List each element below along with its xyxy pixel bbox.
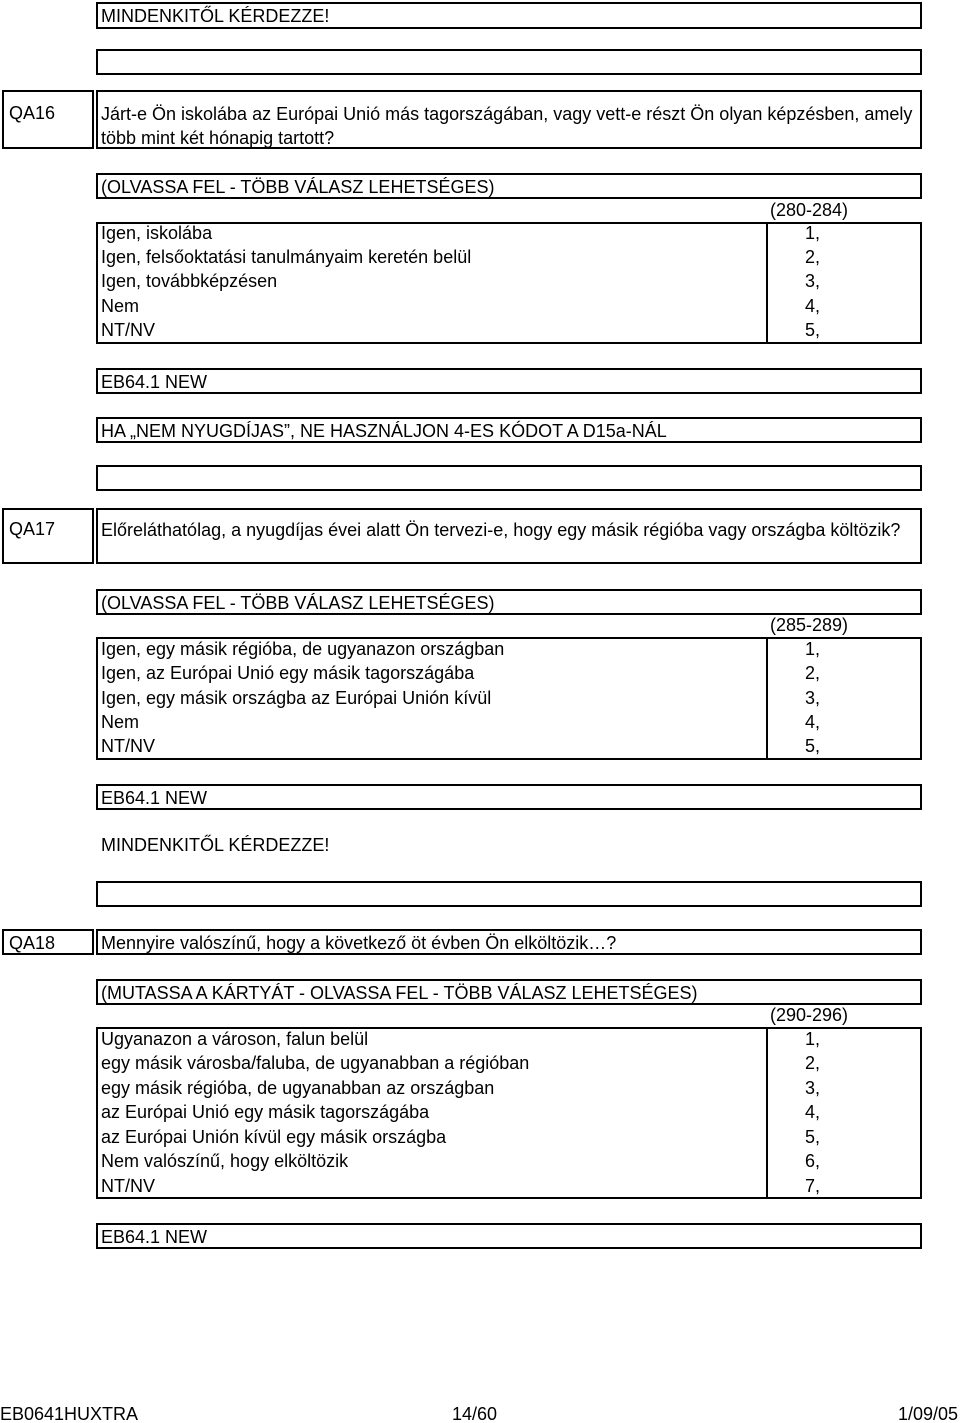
option-label: egy másik városba/faluba, de ugyanabban a régióban — [101, 1053, 530, 1073]
option-label: NT/NV — [101, 736, 155, 756]
question-id-box — [2, 90, 94, 149]
footer-page-number: 14/60 — [452, 1404, 498, 1423]
option-label: Igen, egy másik régióba, de ugyanazon országban — [101, 639, 505, 659]
question-id-box — [2, 929, 94, 955]
option-code: 2, — [804, 247, 820, 267]
question-box — [96, 929, 922, 955]
instruction-box — [96, 173, 922, 199]
option-code: 4, — [804, 1102, 820, 1122]
option-code: 7, — [804, 1176, 820, 1196]
instruction-text: (MUTASSA A KÁRTYÁT - OLVASSA FEL - TÖBB VÁLASZ LEHETSÉGES) — [101, 983, 698, 1003]
tag-text: EB64.1 NEW — [101, 1227, 208, 1247]
ask-all-text: MINDENKITŐL KÉRDEZZE! — [101, 835, 330, 855]
option-code: 4, — [804, 712, 820, 732]
filter-box — [96, 417, 922, 443]
option-code: 5, — [804, 736, 820, 756]
option-label: NT/NV — [101, 1176, 155, 1196]
option-label: Nem valószínű, hogy elköltözik — [101, 1151, 349, 1171]
column-range: (290-296) — [770, 1005, 849, 1025]
question-box — [96, 90, 922, 149]
option-label: az Európai Unión kívül egy másik országba — [101, 1127, 447, 1147]
question-id-box — [2, 508, 94, 564]
tag-box — [96, 1223, 922, 1249]
column-range: (280-284) — [770, 200, 849, 220]
option-label: Igen, felsőoktatási tanulmányaim keretén belül — [101, 247, 472, 267]
option-label: Nem — [101, 296, 140, 316]
instruction-box — [96, 979, 922, 1005]
footer-doc-id: EB0641HUXTRA — [0, 1404, 139, 1423]
option-label: NT/NV — [101, 320, 155, 340]
tag-text: EB64.1 NEW — [101, 372, 208, 392]
question-text: Mennyire valószínű, hogy a következő öt évben Ön elköltözik…? — [101, 933, 617, 953]
option-code: 3, — [804, 271, 820, 291]
instruction-box — [96, 589, 922, 615]
footer-date: 1/09/05 — [897, 1404, 958, 1423]
option-code: 2, — [804, 1053, 820, 1073]
option-label: az Európai Unió egy másik tagországába — [101, 1102, 430, 1122]
filter-text: HA „NEM NYUGDÍJAS”, NE HASZNÁLJON 4-ES KÓDOT A D15a-NÁL — [101, 421, 667, 441]
option-label: egy másik régióba, de ugyanabban az országban — [101, 1078, 495, 1098]
option-label: Igen, az Európai Unió egy másik tagországába — [101, 663, 475, 683]
option-code: 5, — [804, 1127, 820, 1147]
option-code: 1, — [804, 223, 820, 243]
instruction-text: (OLVASSA FEL - TÖBB VÁLASZ LEHETSÉGES) — [101, 593, 495, 613]
option-label: Igen, iskolába — [101, 223, 213, 243]
empty-box — [96, 465, 922, 491]
instruction-text: (OLVASSA FEL - TÖBB VÁLASZ LEHETSÉGES) — [101, 177, 495, 197]
question-text: Előreláthatólag, a nyugdíjas évei alatt Ön tervezi-e, hogy egy másik régióba vagy országba költözik? — [101, 520, 901, 540]
option-label: Ugyanazon a városon, falun belül — [101, 1029, 369, 1049]
option-code: 6, — [804, 1151, 820, 1171]
option-code: 3, — [804, 688, 820, 708]
question-id: QA17 — [9, 519, 56, 539]
column-range: (285-289) — [770, 615, 849, 635]
question-text: Járt-e Ön iskolába az Európai Unió más tagországában, vagy vett-e részt Ön olyan képzésben, amely több mint két hónapig tartott? — [101, 104, 913, 148]
option-code: 1, — [804, 639, 820, 659]
option-label: Igen, egy másik országba az Európai Unión kívül — [101, 688, 492, 708]
tag-box — [96, 784, 922, 810]
question-id: QA16 — [9, 103, 56, 123]
empty-box — [96, 49, 922, 75]
tag-text: EB64.1 NEW — [101, 788, 208, 808]
option-code: 2, — [804, 663, 820, 683]
ask-all-box — [96, 2, 922, 29]
option-label: Nem — [101, 712, 140, 732]
question-box — [96, 508, 922, 564]
option-code: 5, — [804, 320, 820, 340]
tag-box — [96, 368, 922, 394]
option-code: 3, — [804, 1078, 820, 1098]
option-code: 1, — [804, 1029, 820, 1049]
option-code: 4, — [804, 296, 820, 316]
ask-all-text: MINDENKITŐL KÉRDEZZE! — [101, 6, 330, 26]
empty-box — [96, 881, 922, 907]
option-label: Igen, továbbképzésen — [101, 271, 278, 291]
question-id: QA18 — [9, 933, 56, 953]
